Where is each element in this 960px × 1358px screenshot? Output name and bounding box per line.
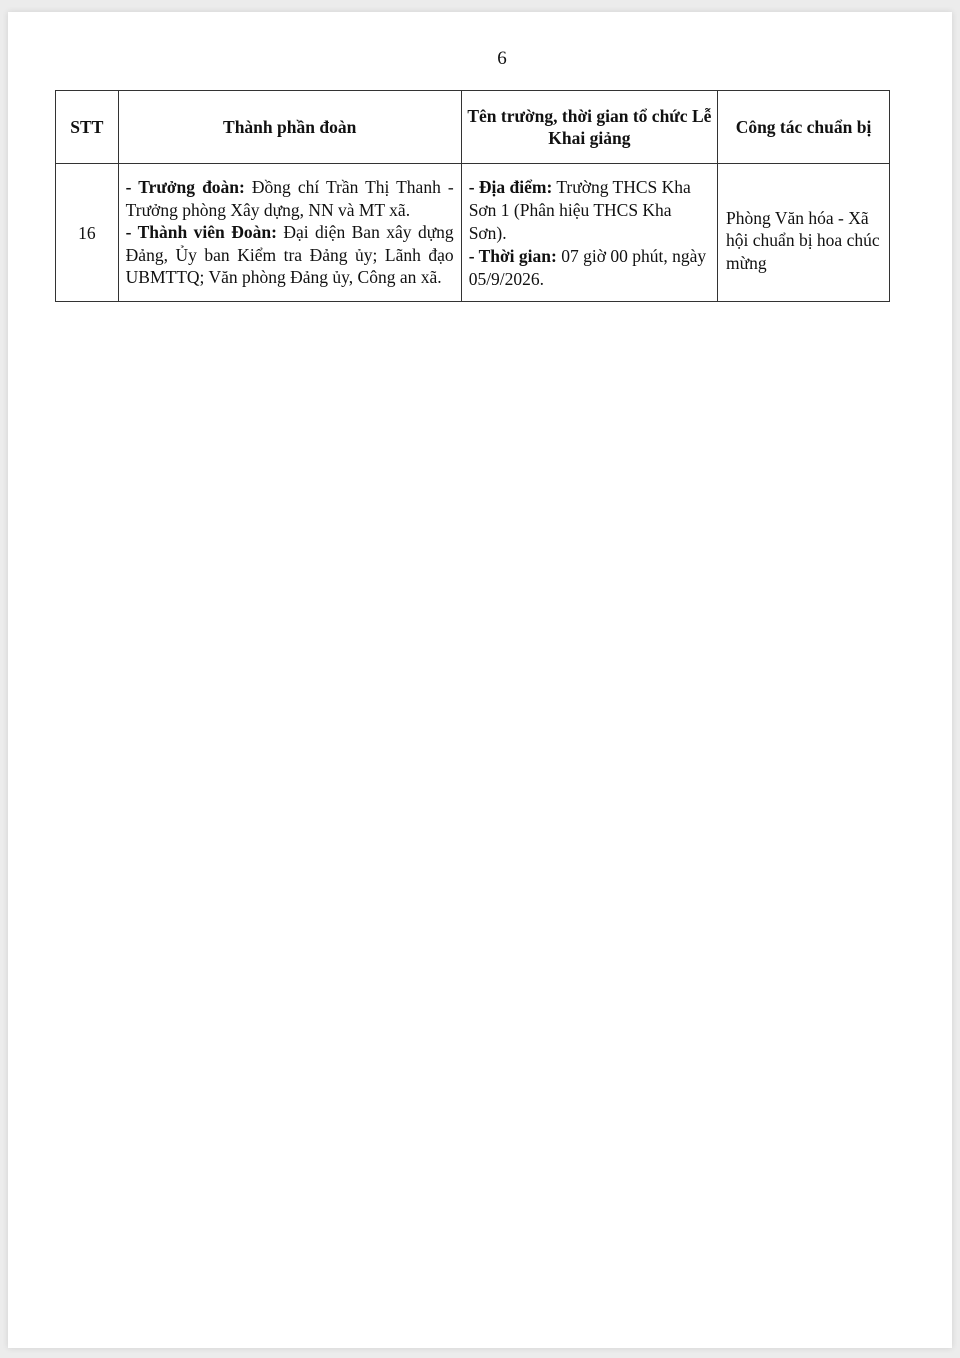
row-members-cell xyxy=(118,164,461,302)
page-number: 6 xyxy=(497,48,507,69)
delegation-schedule-table xyxy=(55,90,890,302)
row-school-cell xyxy=(461,164,717,302)
row-stt: 16 xyxy=(56,164,119,302)
members-text: Đại diện Ban xây dựng Đảng, Ủy ban Kiểm tra Đảng ủy; Lãnh đạo UBMTTQ; Văn phòng Đảng ủy, Công an xã. xyxy=(125,222,454,288)
time-label: - Thời gian: xyxy=(468,246,557,266)
table-row xyxy=(56,164,890,302)
leader-label: - Trưởng đoàn: xyxy=(125,177,245,198)
location-label: - Địa điểm: xyxy=(468,177,553,197)
header-members: Thành phần đoàn xyxy=(118,91,461,164)
header-preparation: Công tác chuẩn bị xyxy=(718,91,890,164)
table-header-row xyxy=(56,91,890,164)
row-preparation: Phòng Văn hóa - Xã hội chuẩn bị hoa chúc mừng xyxy=(718,164,890,302)
leader-text: Đồng chí Trần Thị Thanh - Trưởng phòng Xây dựng, NN và MT xã. xyxy=(125,177,454,220)
location-text: Trường THCS Kha Sơn 1 (Phân hiệu THCS Kha Sơn). xyxy=(468,177,691,243)
time-text: 07 giờ 00 phút, ngày 05/9/2026. xyxy=(468,246,707,289)
header-stt: STT xyxy=(56,91,119,164)
header-school-time: Tên trường, thời gian tổ chức Lễ Khai giảng xyxy=(461,91,717,164)
members-label: - Thành viên Đoàn: xyxy=(125,222,277,243)
